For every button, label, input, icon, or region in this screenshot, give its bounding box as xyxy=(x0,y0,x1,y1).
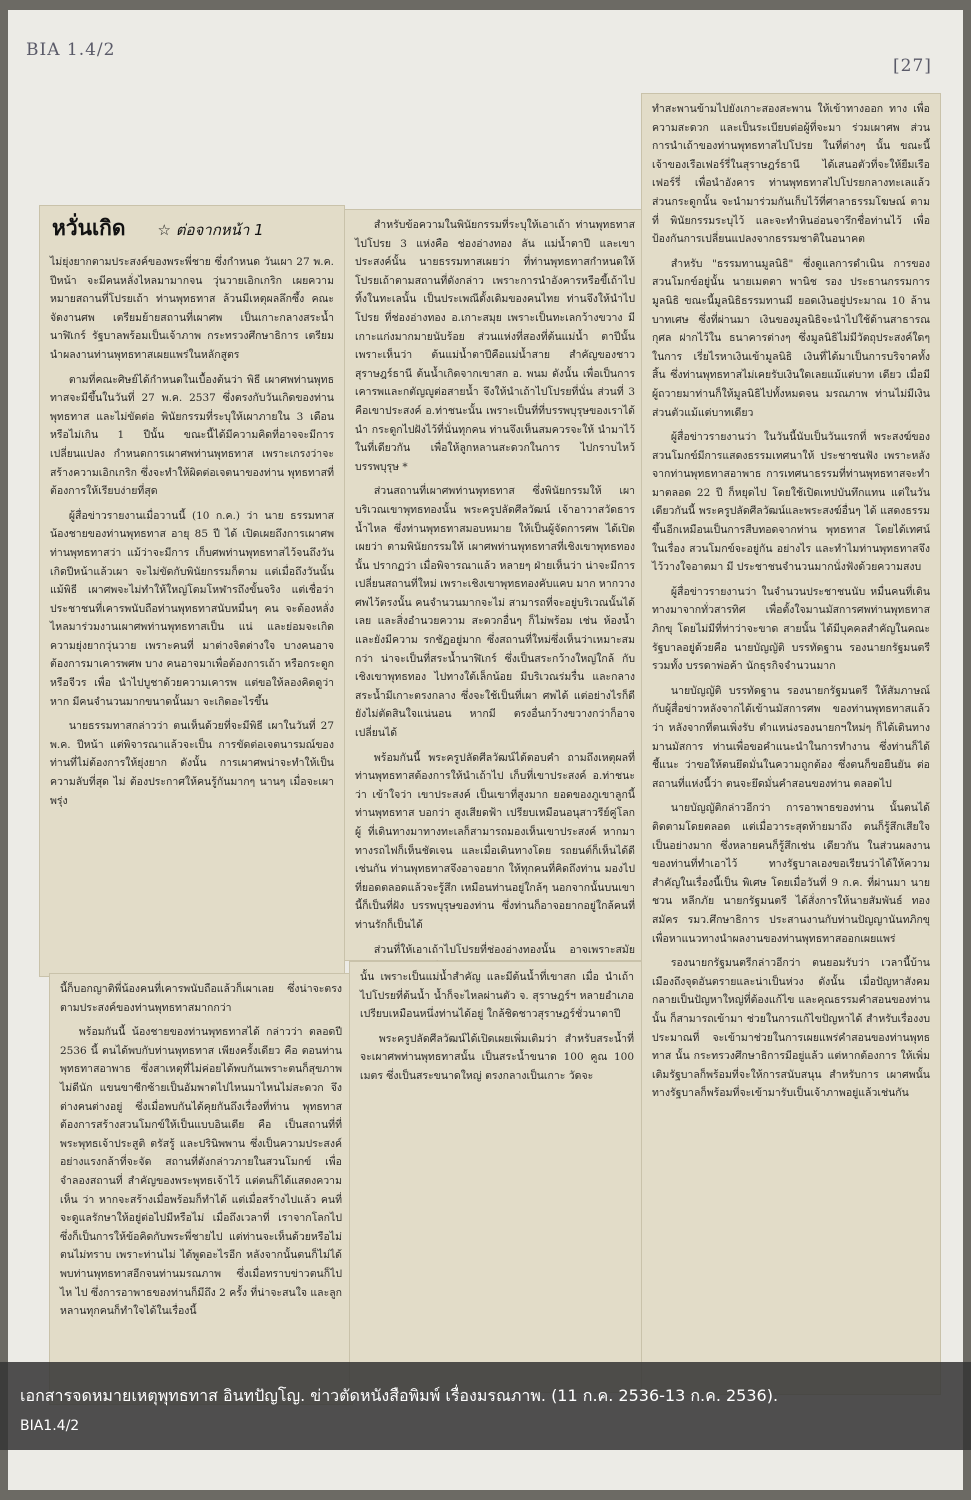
archive-sheet xyxy=(8,10,963,1490)
clipping-column-2-continued xyxy=(350,962,644,1392)
clipping-column-1-continued xyxy=(50,974,352,1404)
paragraph: นี้ก็บอกญาติพี่น้องคนที่เคารพนับถือแล้วก็เผาเลย ซึ่งน่าจะตรงตามประสงค์ของท่านพุทธทาสมากกว่า xyxy=(60,983,342,1014)
paragraph: นายบัญญัติ บรรทัดฐาน รองนายกรัฐมนตรี ให้สัมภาษณ์กับผู้สื่อข่าวหลังจากได้เข้านมัสการศพ ของท่านพุทธทาสแล้วว่า หลังจากที่ตนเพิ่งรับ ตำแหน่งรองนายกฯใหม่ๆ ก็ได้เดินทางมานมัสการ ท่านเพื่อขอคำแนะนำในการทำงาน ซึ่งท่านก็ได้ชี้แนะ ว่าขอให้ตนยึดมั่นในความถูกต้อง ซึ่งตนก็ขอยืนยัน ต่อสถานที่แห่งนี้ว่า ตนจะยึดมั่นคำสอนของท่าน ตลอดไป xyxy=(652,684,930,790)
clipping-body xyxy=(350,962,644,1098)
paragraph: นายบัญญัติกล่าวอีกว่า การอาพาธของท่าน นั้นตนได้ติดตามโดยตลอด แต่เมื่อวาระสุดท้ายมาถึง ตนก็รู้สึกเสียใจเป็นอย่างมาก ซึ่งหลายคนก็รู้สึกเช่น เดียวกัน ในส่วนผลงานของท่านที่ทำเอาไว้ ทางรัฐบาลเองขอเรียนว่าได้ให้ความสำคัญในเรื่องนี้เป็น พิเศษ โดยเมื่อวันที่ 9 ก.ค. ที่ผ่านมา นายชวน หลีกภัย นายกรัฐมนตรี ได้สั่งการให้นายสัมพันธ์ ทองสมัคร รมว.ศึกษาธิการ ประสานงานกับท่านปัญญานันทภิกขุ เพื่อหาแนวทางนำผลงานของท่านพุทธทาสออกเผยแพร่ xyxy=(652,802,930,945)
paragraph: ผู้สื่อข่าวรายงานเมื่อวานนี้ (10 ก.ค.) ว่า นาย ธรรมทาส น้องชายของท่านพุทธทาส อายุ 85 ปี ได้ เปิดเผยถึงการเผาศพท่านพุทธทาสว่า แม้ว่าจะมีการ เก็บศพท่านพุทธทาสไว้จนถึงวันเกิดปีหน้าแล้วเผา จะไม่ขัดกับพินัยกรรมก็ตาม แต่เมื่อถึงวันนั้น แม้พิธี เผาศพจะไม่ทำให้ใหญ่โตมโหฬารถึงขั้นจริง แต่เชื่อว่า ประชาชนที่เคารพนับถือท่านพุทธทาสนับหมื่นๆ คน จะต้องหลั่งไหลมาร่วมงานเผาศพท่านพุทธทาสเป็น แน่ และย่อมจะเกิดความยุ่งยากวุ่นวาย เพราะคนที่ มาต่างจิตต่างใจ บางคนอาจต้องการมาเคารพศพ บาง คนอาจมาเพื่อต้องการเถ้า หรือกระดูก หรือจีวร เพื่อ นำไปบูชาด้วยความเคารพ แต่ขอให้ลองคิดดูว่า หาก มีคนจำนวนมากขนาดนั้นมา จะเกิดอะไรขึ้น xyxy=(50,509,334,708)
paragraph: นั้น เพราะเป็นแม่น้ำสำคัญ และมีต้นน้ำที่เขาสก เมื่อ นำเถ้าไปโปรยที่ต้นน้ำ น้ำก็จะไหลผ่านตัว จ. สุราษฎร์ฯ หลายอำเภอ เปรียบเหมือนหนึ่งท่านได้อยู่ ใกล้ชิดชาวสุราษฎร์ชั่วนาตาปี xyxy=(360,971,634,1021)
paragraph: ส่วนสถานที่เผาศพท่านพุทธทาส ซึ่งพินัยกรรมให้ เผาบริเวณเขาพุทธทองนั้น พระครูปลัดศีลวัฒน์ เจ้าอาวาสวัดธารน้ำไหล ซึ่งท่านพุทธทาสมอบหมาย ให้เป็นผู้จัดการศพ ได้เปิดเผยว่า ตามพินัยกรรมให้ เผาศพท่านพุทธทาสที่เชิงเขาพุทธทองนั้น ปรากฏว่า เมื่อพิจารณาแล้ว หลายๆ ฝ่ายเห็นว่า น่าจะมีการ เปลี่ยนสถานที่ใหม่ เพราะเชิงเขาพุทธทองคับแคบ มาก หากวางศพไว้ตรงนั้น คนจำนวนมากจะไม่ สามารถที่จะอยู่บริเวณนั้นได้เลย และสิ่งอำนวยความ สะดวกอื่นๆ ก็ไม่พร้อม เช่น ห้องน้ำ และยังมีความ รกชัฏอยู่มาก ซึ่งสถานที่ใหม่ซึ่งเห็นว่าเหมาะสมกว่า น่าจะเป็นที่สระน้ำนาฬิเกร์ ซึ่งเป็นสระกว้างใหญ่ใกล้ กับเชิงเขาพุทธทอง ไปทางใต้เล็กน้อย มีบริเวณร่มรื่น และกลางสระน้ำมีเกาะตรงกลาง ซึ่งจะใช้เป็นที่เผา ศพได้ แต่อย่างไรก็ดี ยังไม่ตัดสินใจแน่นอน หากมี ตรงอื่นกว้างขวางกว่าก็อาจเปลี่ยนได้ xyxy=(355,485,635,740)
clipping-body xyxy=(642,94,940,1115)
paragraph: พร้อมกันนี้ พระครูปลัดศีลวัฒน์ได้ตอบคำ ถามถึงเหตุผลที่ท่านพุทธทาสต้องการให้นำเถ้าไป เก็บที่เขาประสงค์ อ.ท่าชนะ ว่า เข้าใจว่า เขาประสงค์ เป็นเขาที่สูงมาก ยอดของภูเขาลูกนี้ท่านพุทธทาส บอกว่า สูงเสียดฟ้า เปรียบเหมือนอนุสาวรีย์คู่โลก ผู้ ที่เดินทางมาทางทะเลก็สามารถมองเห็นเขาประสงค์ หากมาทางรถไฟก็เห็นชัดเจน และเมื่อเดินทางโดย รถยนต์ก็เห็นได้ดีเช่นกัน ท่านพุทธทาสจึงอาจอยาก ให้ทุกคนที่คิดถึงท่าน มองไปที่ยอดตลอดแล้วจะรู้สึก เหมือนท่านอยู่ใกล้ๆ นอกจากนั้นบนเขานี้ก็เป็นที่ฝัง บรรพบุรุษของท่าน ซึ่งท่านก็อาจอยากอยู่ใกล้คนที่ ท่านรักก็เป็นได้ xyxy=(355,751,635,931)
clipping-column-1 xyxy=(40,206,344,976)
paragraph: สำหรับ "ธรรมทานมูลนิธิ" ซึ่งดูแลการดำเนิน การของสวนโมกข์อยู่นั้น นายเมตตา พานิช รอง ประธานกรรมการมูลนิธิ ขณะนี้มูลนิธิธรรมทานมี ยอดเงินอยู่ประมาณ 10 ล้านบาทเศษ ซึ่งที่ผ่านมา เงินของมูลนิธิจะนำไปใช้ด้านสาธารณกุศล ฝากไว้ใน ธนาคารต่างๆ ซึ่งมูลนิธิไม่มีวัตถุประสงค์ใดๆ ในการ เรี่ยไรหาเงินเข้ามูลนิธิ เงินที่ได้มาเป็นการบริจาคทั้ง สิ้น ซึ่งท่านพุทธทาสไม่เคยรับเงินใดเลยแม้แต่บาท เดียว เมื่อมีผู้ถวายมาท่านก็ให้มูลนิธิไปทั้งหมดจน มรณภาพ ท่านไม่มีเงินส่วนตัวแม้แต่บาทเดียว xyxy=(652,257,930,419)
paragraph: ผู้สื่อข่าวรายงานว่า ในวันนี้นับเป็นวันแรกที่ พระสงฆ์ของสวนโมกข์มีการแสดงธรรมเทศนาให้ ประชาชนฟัง เพราะหลังจากท่านพุทธทาสอาพาธ การเทศนาธรรมที่ท่านพุทธทาสจะทำมาตลอด 22 ปี ก็หยุดไป โดยใช้เปิดเทปบันทึกแทน แต่ในวัน เดียวกันนี้ พระครูปลัดศีลวัฒน์และพระสงฆ์อื่นๆ ได้ แสดงธรรมขึ้นอีกเหมือนเป็นการสืบทอดจากท่าน พุทธทาส โดยได้เทศน์ในเรื่อง สวนโมกข์จะอยู่กัน อย่างไร และทำไมท่านพุทธทาสจึงไว้วางใจอาตมา มี ประชาชนจำนวนมากนั่งฟังด้วยความสงบ xyxy=(652,431,930,574)
handwritten-reference-right: [27] xyxy=(893,56,932,76)
continued-from-page-note: ☆ ต่อจากหน้า 1 xyxy=(157,221,264,239)
clipping-body xyxy=(345,210,645,1046)
clipping-headline-row xyxy=(40,206,344,247)
paragraph: ทำสะพานข้ามไปยังเกาะสองสะพาน ให้เข้าทางออก ทาง เพื่อความสะดวก และเป็นระเบียบต่อผู้ที่จะมา ร่วมเผาศพ ส่วนการนำเถ้าของท่านพุทธทาสไปโปรย ในที่ต่างๆ นั้น ขณะนี้ เจ้าของเรือเฟอร์รี่ในสุราษฎร์ธานี ได้เสนอตัวที่จะให้ยืมเรือเฟอร์รี่ เพื่อนำอังคาร ท่านพุทธทาสไปโปรยกลางทะเลแล้ว ส่วนกระดูกนั้น จะนำมาร่วมกันเก็บไว้ที่ศาลาธรรมโฆษณ์ ตามที่ พินัยกรรมระบุไว้ และจะทำหินอ่อนจารึกชื่อท่านไว้ เพื่อป้องกันการเปลี่ยนแปลงจากธรรมชาติในอนาคต xyxy=(652,103,930,246)
paragraph: ผู้สื่อข่าวรายงานว่า ในจำนวนประชาชนนับ หมื่นคนที่เดินทางมาจากทั่วสารทิศ เพื่อตั้งใจมานมัสการศพท่านพุทธทาสภิกขุ โดยไม่มีที่ท่าว่าจะขาด สายนั้น ได้มีบุคคลสำคัญในคณะรัฐบาลอยู่ด้วยคือ นายบัญญัติ บรรทัดฐาน รองนายกรัฐมนตรี รวมทั้ง บรรดาพ่อค้า นักธุรกิจจำนวนมาก xyxy=(652,585,930,673)
caption-title: เอกสารจดหมายเหตุพุทธทาส อินทปัญโญ. ข่าวตัดหนังสือพิมพ์ เรื่องมรณภาพ. (11 ก.ค. 2536-13 ก.ค. 2536). xyxy=(20,1386,779,1405)
caption-id: BIA1.4/2 xyxy=(20,1418,80,1434)
clipping-column-2 xyxy=(345,210,645,960)
clipping-body xyxy=(50,974,352,1333)
handwritten-reference-left: BIA 1.4/2 xyxy=(26,40,116,60)
paragraph: รองนายกรัฐมนตรีกล่าวอีกว่า ตนยอมรับว่า เวลานี้บ้านเมืองถึงจุดอันตรายและน่าเป็นห่วง ดังนั้น เมื่อปัญหาสังคมกลายเป็นปัญหาใหญ่ที่ต้องแก้ไข และคุณธรรมคำสอนของท่านนั้น ก็สามารถเข้ามา ช่วยในการแก้ไขปัญหาได้ สำหรับเรื่องงบประมาณที่ จะเข้ามาช่วยในการเผยแพร่คำสอนของท่านพุทธทาส นั้น กระทรวงศึกษาธิการมีอยู่แล้ว แต่หากต้องการ ให้เพิ่มเติมรัฐบาลก็พร้อมที่จะให้การสนับสนุน สำหรับการ เผาศพนั้นทางรัฐบาลก็พร้อมที่จะเข้ามารับเป็นเจ้าภาพอยู่แล้วเช่นกัน xyxy=(652,957,930,1100)
paragraph: ไม่ยุ่งยากตามประสงค์ของพระพี่ชาย ซึ่งกำหนด วันเผา 27 พ.ค. ปีหน้า จะมีคนหลั่งไหลมามากจน วุ่นวายเอิกเกริก เผยความหมายสถานที่โปรยเถ้า ท่านพุทธทาส ล้วนมีเหตุผลลึกซึ้ง คณะจัดงานศพ เตรียมย้ายสถานที่เผาศพ เป็นเกาะกลางสระน้ำนาฬิเกร์ รัฐบาลพร้อมเป็นเจ้าภาพ กระทรวงศึกษาธิการ เตรียมนำผลงานท่านพุทธทาสเผยแพร่ในหลักสูตร xyxy=(50,256,334,361)
clipping-headline: หวั่นเกิด xyxy=(52,216,126,240)
paragraph: ตามที่คณะศิษย์ได้กำหนดในเบื้องต้นว่า พิธี เผาศพท่านพุทธทาสจะมีขึ้นในวันที่ 27 พ.ค. 2537 ซึ่งตรงกับวันเกิดของท่านพุทธทาส และไม่ขัดต่อ พินัยกรรมที่ระบุให้เผาภายใน 3 เดือน หรือไม่เกิน 1 ปีนั้น ขณะนี้ได้มีความคิดที่อาจจะมีการเปลี่ยนแปลง กำหนดการเผาศพท่านพุทธทาส เพราะเกรงว่าจะ สร้างความเอิกเกริก ซึ่งจะทำให้ผิดต่อเจตนาของท่าน พุทธทาสที่ต้องการให้เรียบง่ายที่สุด xyxy=(50,373,334,498)
paragraph: นายธรรมทาสกล่าวว่า ตนเห็นด้วยที่จะมีพิธี เผาในวันที่ 27 พ.ค. ปีหน้า แต่พิจารณาแล้วจะเป็น การขัดต่อเจตนารมณ์ของท่านที่ไม่ต้องการให้ยุ่งยาก ดังนั้น การเผาศพน่าจะทำให้เป็นความลับที่สุด ไม่ ต้องประกาศให้คนรู้กันมากๆ นานๆ เมื่อจะเผาพรุ่ง xyxy=(50,720,334,807)
clipping-column-3 xyxy=(642,94,940,1394)
paragraph: สำหรับข้อความในพินัยกรรมที่ระบุให้เอาเถ้า ท่านพุทธทาสไปโปรย 3 แห่งคือ ช่องอ่างทอง ลัน แม่น้ำตาปี และเขาประสงค์นั้น นายธรรมทาสเผยว่า ที่ท่านพุทธทาสกำหนดให้โปรยเถ้าตามสถานที่ดังกล่าว เพราะการนำอังคารหรือขี้เถ้าไปทิ้งในทะเลนั้น เป็นประเพณีดั้งเดิมของคนไทย ท่านจึงให้นำไปโปรย ที่ช่องอ่างทอง อ.เกาะสมุย เพราะเป็นทะเลกว้างขวาง มีเกาะแก่งมากมายนับร้อย ส่วนแห่งที่สองที่ต้นแม่น้ำ ตาปีนั้น เพราะเห็นว่า ต้นแม่น้ำตาปีคือแม่น้ำสาย สำคัญของชาวสุราษฎร์ธานี ต้นน้ำเกิดจากเขาสก อ. พนม ดังนั้น เพื่อเป็นการเคารพและกตัญญูต่อสายน้ำ จึงให้นำเถ้าไปโปรยที่นั่น ส่วนที่ 3 คือเขาประสงค์ อ.ท่าชนะนั้น เพราะเป็นที่ที่บรรพบุรุษของเราได้นำ กระดูกไปฝังไว้ที่นั่นทุกคน ท่านจึงเห็นสมควรจะให้ นำมาไว้ในที่เดียวกัน เพื่อให้ลูกหลานสะดวกในการ ไปกราบไหว้บรรพบุรุษ * xyxy=(355,219,635,473)
clipping-body xyxy=(40,247,344,822)
paragraph: ส่วนที่ให้เอาเถ้าไปโปรยที่ช่องอ่างทองนั้น อาจเพราะสมัย xyxy=(373,943,635,956)
paragraph: พร้อมกันนี้ น้องชายของท่านพุทธทาสได้ กล่าวว่า ตลอดปี 2536 นี้ ตนได้พบกับท่านพุทธทาส เพียงครั้งเดียว คือ ตอนท่านพุทธทาสอาพาธ ซึ่งสาเหตุที่ไม่ค่อยได้พบกันเพราะตนก็สุขภาพไม่ดีนัก แขนขาซีกซ้ายเป็นอัมพาตไปไหนมาไหนไม่สะดวก จึงต่างคนต่างอยู่ ซึ่งเมื่อพบกันได้คุยกันถึงเรื่องที่ท่าน พุทธทาสต้องการสร้างสวนโมกข์ให้เป็นแบบอินเดีย คือ เป็นสถานที่ที่พระพุทธเจ้าประสูติ ตรัสรู้ และปรินิพพาน ซึ่งเป็นความประสงค์อย่างแรงกล้าที่จะจัด สถานที่ดังกล่าวภายในสวนโมกข์ เพื่อจำลองสถานที่ สำคัญของพระพุทธเจ้าไว้ แต่ตนก็ได้แสดงความเห็น ว่า หากจะสร้างเมื่อพร้อมก็ทำได้ แต่เมื่อสร้างไปแล้ว คนที่จะดูแลรักษาให้อยู่ต่อไปมีหรือไม่ เมื่อถึงเวลาที่ เราจากโลกไป ซึ่งก็เป็นการให้ข้อคิดกับพระพี่ชายไป แต่ท่านจะเห็นด้วยหรือไม่ตนไม่ทราบ เพราะท่านไม่ ได้พูดอะไรอีก หลังจากนั้นตนก็ไม่ได้พบท่านพุทธทาสอีกจนท่านมรณภาพ ซึ่งเมื่อทราบข่าวตนก็ไปไห ไป ซึ่งการอาพาธของท่านก็มีถึง 2 ครั้ง ที่น่าจะสนใจ และลูกหลานทุกคนก็ทำใจได้ในเรื่องนี้ xyxy=(60,1026,342,1318)
archive-caption-bar xyxy=(0,1362,971,1450)
paragraph: พระครูปลัดศีลวัฒน์ได้เปิดเผยเพิ่มเติมว่า สำหรับสระน้ำที่จะเผาศพท่านพุทธทาสนั้น เป็นสระน้ำขนาด 100 คูณ 100 เมตร ซึ่งเป็นสระขนาดใหญ่ ตรงกลางเป็นเกาะ วัดจะ xyxy=(360,1032,634,1082)
